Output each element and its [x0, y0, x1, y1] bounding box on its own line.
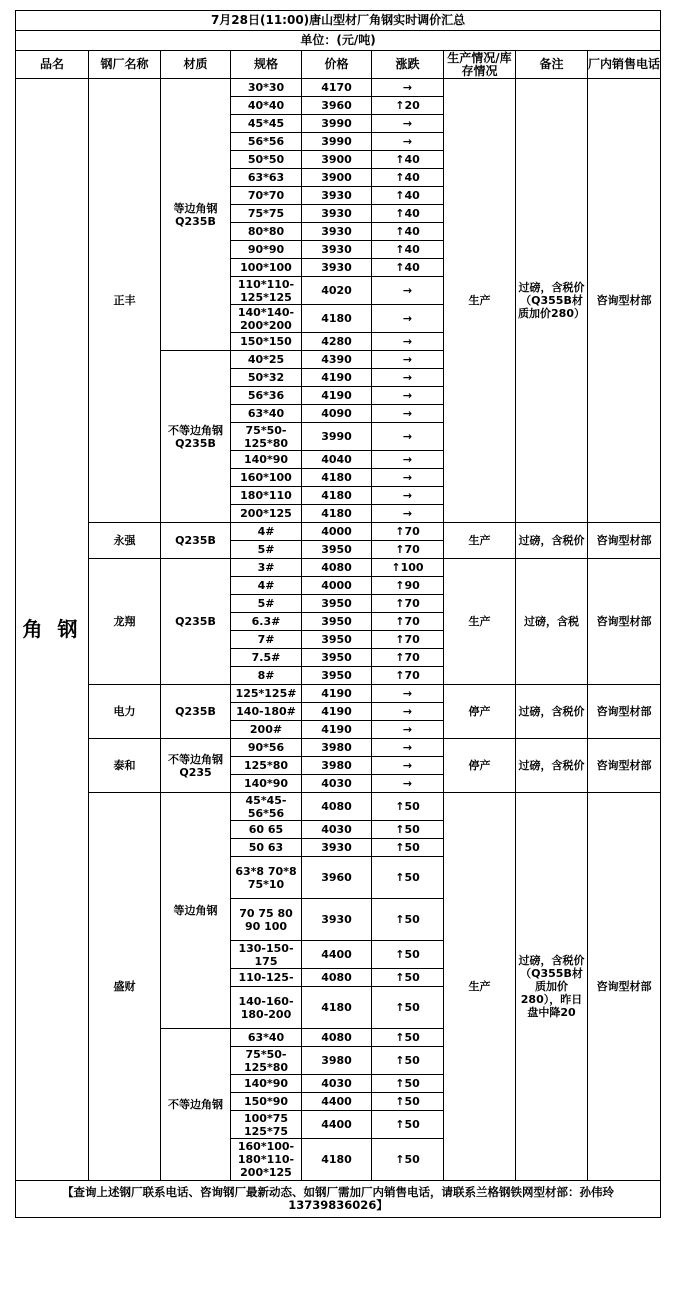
price-cell: 4400 [302, 1093, 372, 1111]
remark-cell: 过磅，含税价 [516, 523, 588, 559]
product-name: 角 钢 [16, 79, 89, 1181]
spec-cell: 140-160-180-200 [231, 987, 302, 1029]
price-cell: 3900 [302, 169, 372, 187]
change-cell: ↑70 [372, 613, 444, 631]
spec-cell: 70*70 [231, 187, 302, 205]
material: 不等边角钢Q235B [161, 351, 231, 523]
spec-cell: 60 65 [231, 821, 302, 839]
price-cell: 4400 [302, 1111, 372, 1139]
spec-cell: 50 63 [231, 839, 302, 857]
change-cell: → [372, 505, 444, 523]
change-cell: → [372, 305, 444, 333]
spec-cell: 4# [231, 577, 302, 595]
status-cell: 生产 [444, 793, 516, 1181]
material: Q235B [161, 559, 231, 685]
phone-cell: 咨询型材部 [588, 523, 661, 559]
price-cell: 3960 [302, 97, 372, 115]
price-cell: 4030 [302, 1075, 372, 1093]
mill-name: 泰和 [89, 739, 161, 793]
change-cell: ↑70 [372, 523, 444, 541]
material: 不等边角钢Q235 [161, 739, 231, 793]
change-cell: ↑40 [372, 205, 444, 223]
spec-cell: 150*150 [231, 333, 302, 351]
price-cell: 3930 [302, 839, 372, 857]
price-cell: 3980 [302, 1047, 372, 1075]
header-product: 品名 [16, 51, 89, 79]
remark-cell: 过磅，含税价（Q355B材质加价280），昨日盘中降20 [516, 793, 588, 1181]
phone-cell: 咨询型材部 [588, 685, 661, 739]
price-cell: 3930 [302, 241, 372, 259]
change-cell: ↑40 [372, 187, 444, 205]
price-cell: 3930 [302, 187, 372, 205]
spec-cell: 125*80 [231, 757, 302, 775]
price-cell: 4080 [302, 969, 372, 987]
spec-cell: 180*110 [231, 487, 302, 505]
change-cell: ↑70 [372, 631, 444, 649]
spec-cell: 8# [231, 667, 302, 685]
price-cell: 3900 [302, 151, 372, 169]
change-cell: → [372, 133, 444, 151]
price-cell: 3950 [302, 649, 372, 667]
price-cell: 4180 [302, 469, 372, 487]
header-material: 材质 [161, 51, 231, 79]
price-cell: 4180 [302, 987, 372, 1029]
spec-cell: 7.5# [231, 649, 302, 667]
change-cell: → [372, 405, 444, 423]
table-row [16, 793, 661, 821]
price-cell: 4040 [302, 451, 372, 469]
mill-name: 永强 [89, 523, 161, 559]
mill-name: 正丰 [89, 79, 161, 523]
price-cell: 3960 [302, 857, 372, 899]
spec-cell: 5# [231, 595, 302, 613]
spec-cell: 56*56 [231, 133, 302, 151]
remark-cell: 过磅，含税价（Q355B材质加价280） [516, 79, 588, 523]
table-row [16, 523, 661, 541]
price-cell: 3950 [302, 613, 372, 631]
spec-cell: 90*56 [231, 739, 302, 757]
spec-cell: 110-125- [231, 969, 302, 987]
mill-name: 盛财 [89, 793, 161, 1181]
remark-cell: 过磅，含税价 [516, 739, 588, 793]
change-cell: ↑50 [372, 1047, 444, 1075]
spec-cell: 140*90 [231, 775, 302, 793]
price-cell: 3950 [302, 541, 372, 559]
price-cell: 4180 [302, 305, 372, 333]
spec-cell: 150*90 [231, 1093, 302, 1111]
price-cell: 4000 [302, 577, 372, 595]
change-cell: → [372, 721, 444, 739]
price-cell: 4180 [302, 505, 372, 523]
spec-cell: 63*40 [231, 405, 302, 423]
change-cell: → [372, 739, 444, 757]
price-cell: 3990 [302, 115, 372, 133]
change-cell: → [372, 423, 444, 451]
change-cell: ↑50 [372, 1093, 444, 1111]
change-cell: ↑50 [372, 1139, 444, 1181]
change-cell: ↑50 [372, 1075, 444, 1093]
header-change: 涨跌 [372, 51, 444, 79]
spec-cell: 110*110-125*125 [231, 277, 302, 305]
phone-cell: 咨询型材部 [588, 739, 661, 793]
table-row [16, 739, 661, 757]
change-cell: → [372, 757, 444, 775]
spec-cell: 63*63 [231, 169, 302, 187]
material: 等边角钢Q235B [161, 79, 231, 351]
price-cell: 4400 [302, 941, 372, 969]
material: Q235B [161, 523, 231, 559]
change-cell: ↑100 [372, 559, 444, 577]
change-cell: ↑50 [372, 987, 444, 1029]
change-cell: ↑90 [372, 577, 444, 595]
change-cell: ↑40 [372, 169, 444, 187]
change-cell: ↑40 [372, 241, 444, 259]
change-cell: ↑50 [372, 1111, 444, 1139]
change-cell: → [372, 469, 444, 487]
spec-cell: 56*36 [231, 387, 302, 405]
spec-cell: 4# [231, 523, 302, 541]
price-cell: 4180 [302, 1139, 372, 1181]
change-cell: ↑50 [372, 969, 444, 987]
change-cell: → [372, 369, 444, 387]
change-cell: → [372, 351, 444, 369]
change-cell: → [372, 387, 444, 405]
price-cell: 3950 [302, 595, 372, 613]
spec-cell: 6.3# [231, 613, 302, 631]
footer-row [16, 1181, 661, 1218]
header-price: 价格 [302, 51, 372, 79]
price-cell: 3990 [302, 423, 372, 451]
price-table [15, 10, 661, 1218]
price-cell: 4080 [302, 559, 372, 577]
change-cell: ↑70 [372, 649, 444, 667]
price-cell: 4080 [302, 1029, 372, 1047]
header-phone: 厂内销售电话 [588, 51, 661, 79]
change-cell: ↑70 [372, 667, 444, 685]
status-cell: 生产 [444, 559, 516, 685]
change-cell: ↑50 [372, 821, 444, 839]
price-cell: 4000 [302, 523, 372, 541]
material: 不等边角钢 [161, 1029, 231, 1181]
price-cell: 3930 [302, 205, 372, 223]
change-cell: ↑50 [372, 793, 444, 821]
mill-name: 龙翔 [89, 559, 161, 685]
price-cell: 4390 [302, 351, 372, 369]
status-cell: 停产 [444, 739, 516, 793]
spec-cell: 130-150-175 [231, 941, 302, 969]
change-cell: ↑70 [372, 595, 444, 613]
spec-cell: 70 75 80 90 100 [231, 899, 302, 941]
price-cell: 4190 [302, 685, 372, 703]
header-spec: 规格 [231, 51, 302, 79]
header-mill: 钢厂名称 [89, 51, 161, 79]
price-cell: 3950 [302, 631, 372, 649]
phone-cell: 咨询型材部 [588, 559, 661, 685]
spec-cell: 40*40 [231, 97, 302, 115]
price-cell: 4190 [302, 387, 372, 405]
change-cell: → [372, 487, 444, 505]
status-cell: 生产 [444, 523, 516, 559]
price-cell: 4190 [302, 369, 372, 387]
header-status: 生产情况/库存情况 [444, 51, 516, 79]
spec-cell: 7# [231, 631, 302, 649]
remark-cell: 过磅，含税 [516, 559, 588, 685]
footer-note: 【查询上述钢厂联系电话、咨询钢厂最新动态、如钢厂需加厂内销售电话，请联系兰格钢铁网型材部：孙伟玲13739836026】 [16, 1181, 661, 1218]
change-cell: ↑50 [372, 839, 444, 857]
remark-cell: 过磅，含税价 [516, 685, 588, 739]
price-cell: 4080 [302, 793, 372, 821]
change-cell: → [372, 333, 444, 351]
change-cell: ↑50 [372, 941, 444, 969]
price-cell: 3930 [302, 259, 372, 277]
spec-cell: 75*50-125*80 [231, 423, 302, 451]
spec-cell: 75*75 [231, 205, 302, 223]
table-row [16, 79, 661, 97]
change-cell: ↑50 [372, 1029, 444, 1047]
spec-cell: 75*50-125*80 [231, 1047, 302, 1075]
spec-cell: 140*90 [231, 1075, 302, 1093]
change-cell: ↑40 [372, 151, 444, 169]
spec-cell: 100*100 [231, 259, 302, 277]
spec-cell: 140*140-200*200 [231, 305, 302, 333]
page-title: 7月28日(11:00)唐山型材厂角钢实时调价汇总 [16, 11, 661, 31]
spec-cell: 100*75 125*75 [231, 1111, 302, 1139]
spec-cell: 63*8 70*8 75*10 [231, 857, 302, 899]
price-cell: 4190 [302, 703, 372, 721]
spec-cell: 63*40 [231, 1029, 302, 1047]
price-cell: 4020 [302, 277, 372, 305]
change-cell: → [372, 685, 444, 703]
spec-cell: 80*80 [231, 223, 302, 241]
price-cell: 3990 [302, 133, 372, 151]
spec-cell: 160*100 [231, 469, 302, 487]
spec-cell: 140-180# [231, 703, 302, 721]
header-remark: 备注 [516, 51, 588, 79]
price-cell: 4180 [302, 487, 372, 505]
spec-cell: 3# [231, 559, 302, 577]
price-cell: 4170 [302, 79, 372, 97]
mill-name: 电力 [89, 685, 161, 739]
change-cell: → [372, 451, 444, 469]
phone-cell: 咨询型材部 [588, 79, 661, 523]
price-cell: 3930 [302, 223, 372, 241]
price-cell: 3980 [302, 757, 372, 775]
change-cell: → [372, 79, 444, 97]
price-cell: 4030 [302, 821, 372, 839]
change-cell: ↑40 [372, 223, 444, 241]
spec-cell: 5# [231, 541, 302, 559]
change-cell: → [372, 775, 444, 793]
change-cell: ↑20 [372, 97, 444, 115]
status-cell: 停产 [444, 685, 516, 739]
table-row [16, 559, 661, 577]
change-cell: → [372, 703, 444, 721]
spec-cell: 45*45 [231, 115, 302, 133]
price-cell: 3930 [302, 899, 372, 941]
change-cell: ↑50 [372, 857, 444, 899]
spec-cell: 200# [231, 721, 302, 739]
price-cell: 4030 [302, 775, 372, 793]
spec-cell: 50*50 [231, 151, 302, 169]
spec-cell: 140*90 [231, 451, 302, 469]
material: Q235B [161, 685, 231, 739]
change-cell: ↑40 [372, 259, 444, 277]
change-cell: → [372, 277, 444, 305]
price-cell: 4090 [302, 405, 372, 423]
unit-label: 单位：(元/吨) [16, 31, 661, 51]
spec-cell: 30*30 [231, 79, 302, 97]
spec-cell: 160*100-180*110-200*125 [231, 1139, 302, 1181]
price-cell: 4280 [302, 333, 372, 351]
price-cell: 4190 [302, 721, 372, 739]
spec-cell: 40*25 [231, 351, 302, 369]
status-cell: 生产 [444, 79, 516, 523]
price-cell: 3950 [302, 667, 372, 685]
change-cell: ↑50 [372, 899, 444, 941]
spec-cell: 90*90 [231, 241, 302, 259]
material: 等边角钢 [161, 793, 231, 1029]
spec-cell: 45*45-56*56 [231, 793, 302, 821]
spec-cell: 200*125 [231, 505, 302, 523]
spec-cell: 125*125# [231, 685, 302, 703]
change-cell: ↑70 [372, 541, 444, 559]
price-cell: 3980 [302, 739, 372, 757]
table-row [16, 685, 661, 703]
phone-cell: 咨询型材部 [588, 793, 661, 1181]
change-cell: → [372, 115, 444, 133]
spec-cell: 50*32 [231, 369, 302, 387]
